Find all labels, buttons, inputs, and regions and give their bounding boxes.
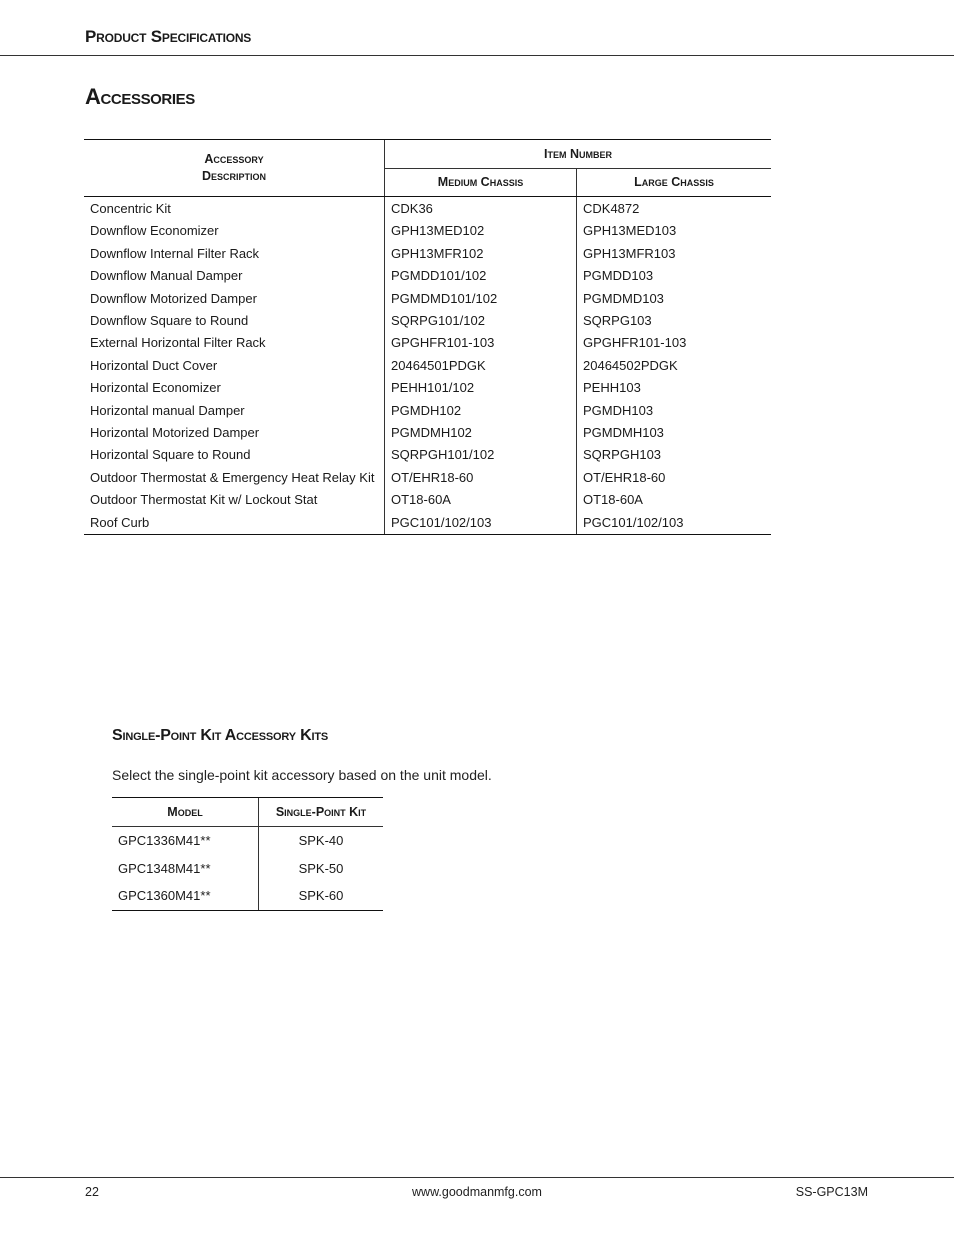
accessories-table-body bbox=[84, 197, 771, 535]
large-chassis-cell: SQRPG103 bbox=[577, 310, 772, 332]
table-row bbox=[112, 882, 383, 910]
col-header-medium-chassis: Medium Chassis bbox=[385, 169, 577, 197]
spk-intro-text: Select the single-point kit accessory based on the unit model. bbox=[112, 767, 492, 783]
table-row bbox=[84, 310, 771, 332]
medium-chassis-cell: GPH13MFR102 bbox=[385, 243, 577, 265]
single-point-kit-cell: SPK-40 bbox=[259, 827, 384, 855]
large-chassis-cell: PGMDD103 bbox=[577, 265, 772, 287]
large-chassis-cell: OT/EHR18-60 bbox=[577, 467, 772, 489]
medium-chassis-cell: PGMDH102 bbox=[385, 400, 577, 422]
table-row bbox=[84, 444, 771, 466]
table-row bbox=[84, 288, 771, 310]
table-row bbox=[84, 377, 771, 399]
table-row bbox=[84, 422, 771, 444]
table-row bbox=[84, 243, 771, 265]
header-rule bbox=[0, 55, 954, 56]
col-header-accessory-description bbox=[84, 140, 385, 197]
accessory-description-cell: Outdoor Thermostat Kit w/ Lockout Stat bbox=[90, 492, 318, 508]
large-chassis-cell: 20464502PDGK bbox=[577, 355, 772, 377]
page-header-title: Product Specifications bbox=[85, 27, 252, 46]
accessory-description-cell: Outdoor Thermostat & Emergency Heat Relay Kit bbox=[90, 469, 375, 485]
medium-chassis-cell: PGMDMH102 bbox=[385, 422, 577, 444]
table-row bbox=[84, 332, 771, 354]
spk-section-title: Single-Point Kit Accessory Kits bbox=[112, 727, 328, 744]
medium-chassis-cell: CDK36 bbox=[385, 197, 577, 221]
large-chassis-cell: CDK4872 bbox=[577, 197, 772, 221]
footer-doc-id: SS-GPC13M bbox=[795, 1185, 868, 1199]
table-row bbox=[84, 220, 771, 242]
large-chassis-cell: PEHH103 bbox=[577, 377, 772, 399]
col-header-item-number: Item Number bbox=[385, 140, 772, 169]
accessory-description-cell: Horizontal Duct Cover bbox=[90, 357, 218, 373]
large-chassis-cell: OT18-60A bbox=[577, 489, 772, 511]
medium-chassis-cell: SQRPGH101/102 bbox=[385, 444, 577, 466]
table-row bbox=[84, 355, 771, 377]
col-header-single-point-kit: Single-Point Kit bbox=[259, 798, 384, 827]
accessory-description-cell: Downflow Square to Round bbox=[90, 313, 249, 329]
large-chassis-cell: GPH13MED103 bbox=[577, 220, 772, 242]
accessory-description-cell: Roof Curb bbox=[84, 512, 385, 535]
table-row bbox=[84, 400, 771, 422]
accessory-description-cell: Downflow Internal Filter Rack bbox=[90, 245, 260, 261]
col-header-large-chassis: Large Chassis bbox=[577, 169, 772, 197]
section-title: Accessories bbox=[85, 84, 195, 109]
large-chassis-cell: PGMDMH103 bbox=[577, 422, 772, 444]
footer-rule bbox=[0, 1177, 954, 1178]
medium-chassis-cell: OT/EHR18-60 bbox=[385, 467, 577, 489]
spk-table bbox=[112, 797, 383, 911]
spk-table-body bbox=[112, 827, 383, 911]
footer-website: www.goodmanmfg.com bbox=[412, 1185, 542, 1199]
accessories-table bbox=[84, 139, 771, 535]
medium-chassis-cell: SQRPG101/102 bbox=[385, 310, 577, 332]
model-cell: GPC1336M41** bbox=[118, 833, 211, 849]
medium-chassis-cell: PGC101/102/103 bbox=[385, 512, 577, 535]
table-row bbox=[84, 489, 771, 511]
accessory-description-cell: Horizontal Economizer bbox=[90, 380, 221, 396]
large-chassis-cell: PGMDMD103 bbox=[577, 288, 772, 310]
medium-chassis-cell: PGMDMD101/102 bbox=[385, 288, 577, 310]
single-point-kit-cell: SPK-50 bbox=[259, 855, 384, 883]
accessory-description-cell: Horizontal Square to Round bbox=[90, 447, 251, 463]
accessory-description-cell: Horizontal manual Damper bbox=[90, 402, 245, 418]
medium-chassis-cell: PEHH101/102 bbox=[385, 377, 577, 399]
col-header-model: Model bbox=[112, 798, 259, 827]
table-row bbox=[84, 467, 771, 489]
footer-page-number: 22 bbox=[85, 1185, 99, 1199]
accessory-description-cell: External Horizontal Filter Rack bbox=[90, 335, 266, 351]
table-row bbox=[84, 512, 771, 535]
large-chassis-cell: GPH13MFR103 bbox=[577, 243, 772, 265]
large-chassis-cell: PGC101/102/103 bbox=[577, 512, 772, 535]
medium-chassis-cell: PGMDD101/102 bbox=[385, 265, 577, 287]
accessory-description-cell: Downflow Economizer bbox=[90, 223, 219, 239]
accessory-description-cell: Concentric Kit bbox=[90, 201, 171, 216]
table-row bbox=[112, 855, 383, 883]
accessory-description-cell: Downflow Motorized Damper bbox=[90, 290, 257, 306]
single-point-kit-cell: SPK-60 bbox=[259, 882, 384, 910]
model-cell: GPC1348M41** bbox=[118, 860, 211, 876]
large-chassis-cell: SQRPGH103 bbox=[577, 444, 772, 466]
col-header-accessory-description-text: Accessory Description bbox=[201, 152, 267, 183]
table-row bbox=[84, 265, 771, 287]
accessory-description-cell: Downflow Manual Damper bbox=[90, 268, 243, 284]
large-chassis-cell: PGMDH103 bbox=[577, 400, 772, 422]
large-chassis-cell: GPGHFR101-103 bbox=[577, 332, 772, 354]
medium-chassis-cell: 20464501PDGK bbox=[385, 355, 577, 377]
model-cell: GPC1360M41** bbox=[112, 882, 259, 910]
accessory-description-cell: Horizontal Motorized Damper bbox=[90, 425, 260, 441]
medium-chassis-cell: OT18-60A bbox=[385, 489, 577, 511]
table-row bbox=[84, 197, 771, 221]
medium-chassis-cell: GPH13MED102 bbox=[385, 220, 577, 242]
medium-chassis-cell: GPGHFR101-103 bbox=[385, 332, 577, 354]
table-row bbox=[112, 827, 383, 855]
